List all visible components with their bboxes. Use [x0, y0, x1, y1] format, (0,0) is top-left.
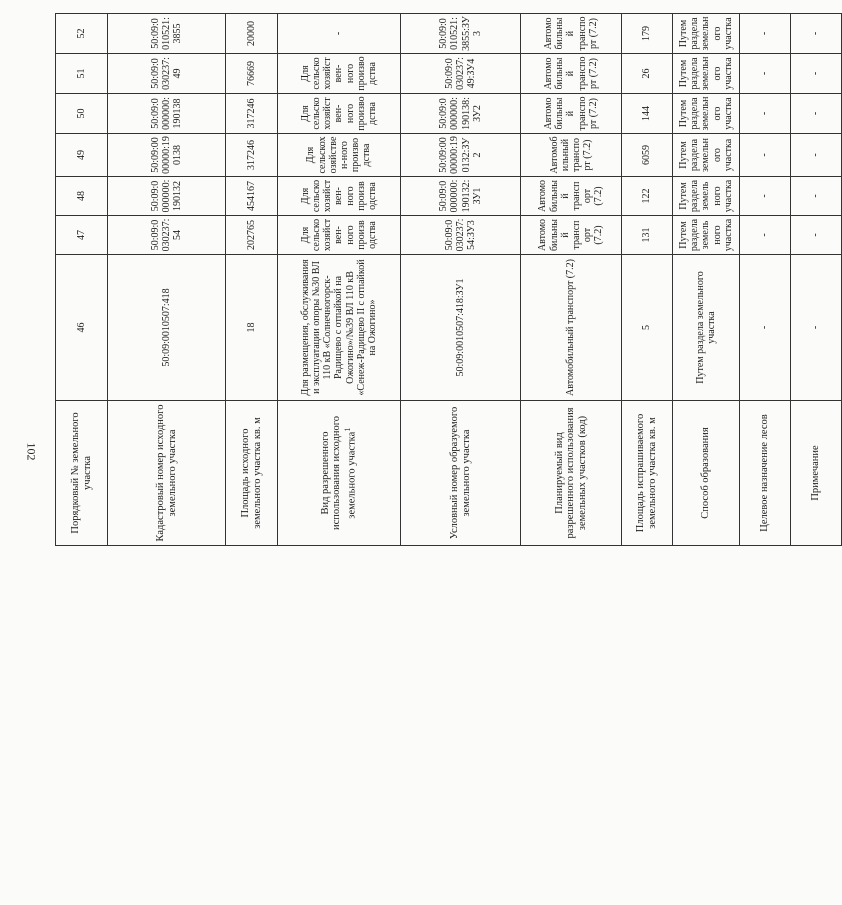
- cell-req: 26: [622, 54, 673, 94]
- cell-use: Для сельскохозяйствен-ного производства: [278, 94, 401, 134]
- cell-cad: 50:09:0030237:49: [108, 54, 226, 94]
- cell-planned: Автомобильный транспорт (7.2): [521, 177, 622, 216]
- cell-num: 52: [56, 14, 108, 54]
- column-header: [401, 401, 521, 546]
- cell-area: 76669: [226, 54, 278, 94]
- cell-planned: Автомобильный транспорт (7.2): [521, 255, 622, 401]
- cell-note: -: [791, 14, 842, 54]
- column-header-text: Примечание: [810, 445, 822, 501]
- cell-note: -: [791, 134, 842, 177]
- cell-planned: Автомобильный транспорт (7.2): [521, 94, 622, 134]
- column-header: [278, 401, 401, 546]
- cell-planned: Автомобильный транспорт (7.2): [521, 134, 622, 177]
- column-header-text: Вид разрешенного использования исходного земельного участка: [319, 416, 358, 530]
- cell-purpose: -: [740, 134, 791, 177]
- column-header-text: Порядковый № земельного участка: [69, 412, 93, 534]
- cell-area: 317246: [226, 94, 278, 134]
- field-row-cad: [108, 14, 226, 546]
- cell-method: Путем раздела земельного участка: [673, 177, 740, 216]
- cell-cond: 50:09:0010507:418:ЗУ1: [401, 255, 521, 401]
- column-header: [673, 401, 740, 546]
- field-row-purpose: [740, 14, 791, 546]
- table-body: [56, 14, 842, 546]
- field-row-num: [56, 14, 108, 546]
- column-header-text: Планируемый вид разрешенного использования земельных участков (код): [553, 407, 588, 539]
- cell-cond: 50:09:0000000:190132:ЗУ1: [401, 177, 521, 216]
- cell-purpose: -: [740, 255, 791, 401]
- cell-purpose: -: [740, 94, 791, 134]
- cell-cad: 50:09:0010521:3855: [108, 14, 226, 54]
- cell-method: Путем раздела земельного участка: [673, 134, 740, 177]
- cell-num: 46: [56, 255, 108, 401]
- cell-method: Путем раздела земельного участка: [673, 94, 740, 134]
- cell-planned: Автомобильный транспорт (7.2): [521, 54, 622, 94]
- cell-method: Путем раздела земельного участка: [673, 255, 740, 401]
- cell-use: Для сельскохозяйствен-ного производства: [278, 177, 401, 216]
- land-plots-table-wrapper: [55, 14, 822, 893]
- column-header-text: Способ образования: [700, 427, 712, 519]
- column-header: [56, 401, 108, 546]
- cell-purpose: -: [740, 54, 791, 94]
- field-row-note: [791, 14, 842, 546]
- page-number: 102: [24, 442, 39, 461]
- cell-use: Для сельскохозяйствен-ного производства: [278, 54, 401, 94]
- column-header: [521, 401, 622, 546]
- column-header-text: Площадь испрашиваемого земельного участка кв. м: [635, 413, 658, 533]
- cell-req: 131: [622, 216, 673, 255]
- cell-note: -: [791, 177, 842, 216]
- field-row-method: [673, 14, 740, 546]
- field-row-planned: [521, 14, 622, 546]
- cell-cad: 50:09:0000000:190138: [108, 134, 226, 177]
- footnote-mark: 1: [342, 427, 353, 432]
- rotated-table-container: [55, 14, 841, 546]
- cell-use: Для сельскохозяйствен-ного производства: [278, 134, 401, 177]
- cell-method: Путем раздела земельного участка: [673, 216, 740, 255]
- column-header: [108, 401, 226, 546]
- cell-cond: 50:09:0010521:3855:ЗУ3: [401, 14, 521, 54]
- cell-method: Путем раздела земельного участка: [673, 14, 740, 54]
- field-row-cond: [401, 14, 521, 546]
- cell-req: 5: [622, 255, 673, 401]
- cell-area: 20000: [226, 14, 278, 54]
- cell-area: 454167: [226, 177, 278, 216]
- cell-cond: 50:09:0000000:190132:ЗУ2: [401, 134, 521, 177]
- cell-cad: 50:09:0000000:190132: [108, 177, 226, 216]
- cell-note: -: [791, 255, 842, 401]
- cell-purpose: -: [740, 177, 791, 216]
- cell-use: Для размещения, обслуживания и эксплуатации опоры №30 ВЛ 110 кВ «Солнечногорск-Радищево с отпайкой на Ожогино»/№39 ВЛ 110 кВ «Сенеж-Радищево II с отпайкой на Ожогино»: [278, 255, 401, 401]
- cell-num: 50: [56, 94, 108, 134]
- cell-req: 144: [622, 94, 673, 134]
- cell-note: -: [791, 54, 842, 94]
- cell-cond: 50:09:0030237:49:ЗУ4: [401, 54, 521, 94]
- field-row-use: [278, 14, 401, 546]
- cell-num: 49: [56, 134, 108, 177]
- cell-planned: Автомобильный транспорт (7.2): [521, 14, 622, 54]
- cell-planned: Автомобильный транспорт (7.2): [521, 216, 622, 255]
- column-header-text: Условный номер образуемого земельного участка: [448, 406, 472, 540]
- cell-use: Для сельскохозяйствен-ного производства: [278, 216, 401, 255]
- field-row-area: [226, 14, 278, 546]
- cell-cond: 50:09:0000000:190138:ЗУ2: [401, 94, 521, 134]
- cell-cad: 50:09:0010507:418: [108, 255, 226, 401]
- cell-method: Путем раздела земельного участка: [673, 54, 740, 94]
- column-header: [226, 401, 278, 546]
- cell-use: -: [278, 14, 401, 54]
- cell-area: 202765: [226, 216, 278, 255]
- cell-purpose: -: [740, 14, 791, 54]
- cell-req: 122: [622, 177, 673, 216]
- column-header: [740, 401, 791, 546]
- column-header-text: Площадь исходного земельного участка кв. м: [239, 417, 263, 529]
- cell-req: 6059: [622, 134, 673, 177]
- cell-area: 18: [226, 255, 278, 401]
- cell-num: 47: [56, 216, 108, 255]
- land-plots-table: [55, 13, 842, 546]
- cell-purpose: -: [740, 216, 791, 255]
- field-row-req: [622, 14, 673, 546]
- cell-note: -: [791, 216, 842, 255]
- cell-area: 317246: [226, 134, 278, 177]
- column-header: [791, 401, 842, 546]
- cell-cad: 50:09:0030237:54: [108, 216, 226, 255]
- cell-cad: 50:09:0000000:190138: [108, 94, 226, 134]
- column-header: [622, 401, 673, 546]
- cell-num: 48: [56, 177, 108, 216]
- column-header-text: Целевое назначение лесов: [759, 414, 771, 532]
- cell-req: 179: [622, 14, 673, 54]
- cell-cond: 50:09:0030237:54:ЗУ3: [401, 216, 521, 255]
- cell-note: -: [791, 94, 842, 134]
- cell-num: 51: [56, 54, 108, 94]
- column-header-text: Кадастровый номер исходного земельного участка: [154, 404, 178, 542]
